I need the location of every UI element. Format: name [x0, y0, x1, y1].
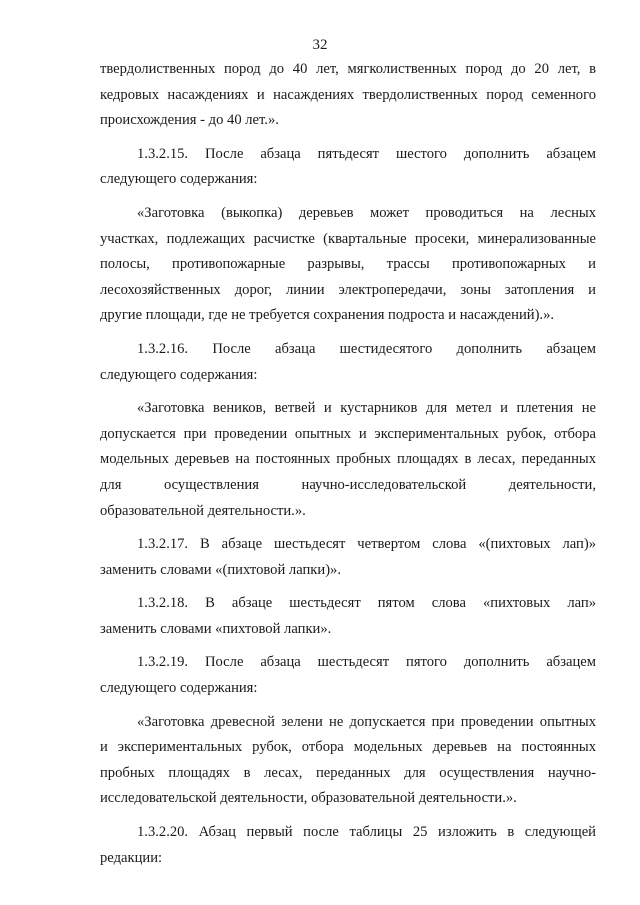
paragraph-p10: [100, 820, 596, 871]
text-line: «Заготовка веников, ветвей и кустарников для метел и плетения не: [137, 400, 596, 417]
text-line: заменить словами «пихтовой лапки».: [100, 620, 332, 637]
paragraph-gap: [100, 524, 596, 532]
text-line: «Заготовка (выкопка) деревьев может проводиться на лесных: [137, 204, 596, 221]
text-line: полосы, противопожарные разрывы, трассы противопожарных и: [100, 256, 596, 273]
text-line: модельных деревьев на постоянных пробных площадях в лесах, переданных: [100, 451, 596, 468]
document-body: [100, 57, 596, 871]
text-line: «Заготовка древесной зелени не допускается при проведении опытных: [137, 713, 596, 730]
paragraph-p3: [100, 201, 596, 329]
text-line: участках, подлежащих расчистке (квартальные просеки, минерализованные: [100, 230, 596, 247]
text-line: допускается при проведении опытных и экспериментальных рубок, отбора: [100, 425, 596, 442]
paragraph-gap: [100, 812, 596, 820]
paragraph-p8: [100, 650, 596, 701]
paragraph-p9: [100, 710, 596, 812]
paragraph-gap: [100, 329, 596, 337]
text-line: для осуществления научно-исследовательской деятельности,: [100, 476, 596, 493]
text-line: 1.3.2.19. После абзаца шестьдесят пятого дополнить абзацем: [137, 654, 596, 671]
paragraph-gap: [100, 388, 596, 396]
page-number: 32: [312, 37, 328, 53]
text-line: пробных площадях в лесах, переданных для осуществления научно-: [100, 764, 596, 781]
paragraph-p4: [100, 337, 596, 388]
paragraph-gap: [100, 642, 596, 650]
text-line: кедровых насаждениях и насаждениях твердолиственных пород семенного: [100, 86, 596, 103]
text-line: происхождения - до 40 лет.».: [100, 112, 279, 129]
paragraph-gap: [100, 193, 596, 201]
paragraph-gap: [100, 702, 596, 710]
paragraph-p7: [100, 591, 596, 642]
text-line: редакции:: [100, 849, 163, 866]
text-line: следующего содержания:: [100, 171, 258, 188]
paragraph-p1: [100, 57, 596, 134]
paragraph-gap: [100, 583, 596, 591]
text-line: 1.3.2.17. В абзаце шестьдесят четвертом слова «(пихтовых лап)»: [137, 536, 596, 553]
text-line: лесохозяйственных дорог, линии электропередачи, зоны затопления и: [100, 281, 596, 298]
text-line: 1.3.2.15. После абзаца пятьдесят шестого дополнить абзацем: [137, 145, 596, 162]
paragraph-p5: [100, 396, 596, 524]
text-line: и экспериментальных рубок, отбора модельных деревьев на постоянных: [100, 739, 596, 756]
text-line: твердолиственных пород до 40 лет, мягколиственных пород до 20 лет, в: [100, 61, 596, 77]
text-line: следующего содержания:: [100, 366, 258, 383]
text-line: следующего содержания:: [100, 680, 258, 697]
paragraph-gap: [100, 134, 596, 142]
text-line: заменить словами «(пихтовой лапки)».: [100, 561, 342, 578]
paragraph-p6: [100, 532, 596, 583]
text-line: образовательной деятельности.».: [100, 502, 306, 519]
text-line: 1.3.2.20. Абзац первый после таблицы 25 изложить в следующей: [137, 824, 596, 841]
text-line: исследовательской деятельности, образовательной деятельности.».: [100, 790, 517, 807]
text-line: другие площади, где не требуется сохранения подроста и насаждений).».: [100, 307, 555, 324]
text-line: 1.3.2.18. В абзаце шестьдесят пятом слова «пихтовых лап»: [137, 595, 596, 612]
text-line: 1.3.2.16. После абзаца шестидесятого дополнить абзацем: [137, 340, 596, 357]
paragraph-p2: [100, 142, 596, 193]
